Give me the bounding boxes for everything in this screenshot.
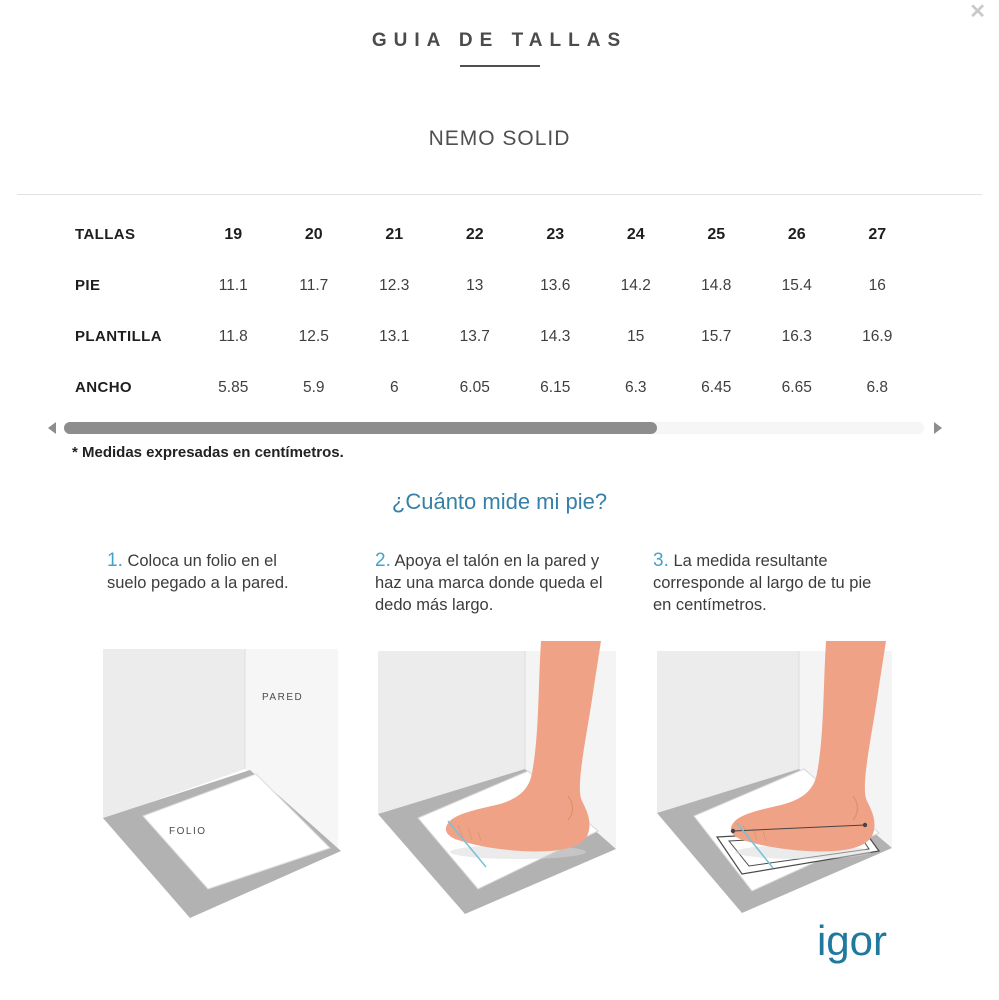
size-value: 13	[466, 276, 484, 294]
title-underline	[460, 65, 540, 67]
size-value: 5.85	[218, 378, 249, 396]
size-value: 15.7	[701, 327, 732, 345]
size-table-header-label: TALLAS	[75, 226, 136, 243]
size-value: 13.6	[540, 276, 571, 294]
size-column-header: 19	[224, 225, 243, 243]
size-table-row-pie	[75, 260, 999, 311]
step-2-number: 2.	[375, 550, 391, 571]
row-label: PIE	[75, 277, 101, 294]
units-note: * Medidas expresadas en centímetros.	[72, 444, 344, 461]
size-table-row-ancho	[75, 362, 999, 413]
size-value: 6.45	[701, 378, 732, 396]
measure-guide-heading: ¿Cuánto mide mi pie?	[391, 489, 608, 514]
size-value: 14.8	[701, 276, 732, 294]
size-value: 11.7	[299, 276, 329, 294]
size-value: 11.8	[218, 327, 248, 345]
size-table-row-plantilla	[75, 311, 999, 362]
illustrations-row	[93, 641, 999, 926]
size-column-header: 21	[385, 225, 404, 243]
size-column-header: 20	[304, 225, 323, 243]
step-2	[375, 548, 618, 617]
size-value: 6.65	[781, 378, 812, 396]
measurement-endpoint	[731, 828, 735, 832]
size-column-header: 24	[626, 225, 645, 243]
step-1-text: Coloca un folio en el suelo pegado a la pared.	[107, 552, 289, 593]
row-label: ANCHO	[75, 379, 132, 396]
wall-label: PARED	[262, 691, 304, 703]
size-value: 15.4	[781, 276, 812, 294]
scroll-left-arrow-icon[interactable]	[48, 422, 56, 434]
igor-brand-logo: igor	[816, 917, 887, 964]
illustration-foot-with-ruler	[647, 641, 923, 926]
step-3-text: La medida resultante corresponde al largo de tu pie en centímetros.	[653, 552, 872, 614]
scrollbar-track[interactable]	[64, 422, 924, 434]
size-value: 15	[627, 327, 645, 345]
size-value: 5.9	[302, 378, 325, 396]
size-value: 6.05	[459, 378, 490, 396]
row-label: PLANTILLA	[75, 328, 162, 345]
step-1-number: 1.	[107, 550, 123, 571]
measure-steps	[107, 548, 999, 617]
illustration-foot-on-paper	[368, 641, 634, 926]
size-value: 12.5	[298, 327, 329, 345]
measurement-endpoint	[863, 822, 867, 826]
size-value: 14.3	[540, 327, 571, 345]
size-value: 14.2	[620, 276, 651, 294]
size-value: 6.15	[540, 378, 571, 396]
size-column-header: 25	[707, 225, 726, 243]
scrollbar-thumb[interactable]	[64, 422, 657, 434]
size-table	[0, 195, 999, 413]
close-icon[interactable]: ✕	[969, 1, 986, 23]
size-value: 16.9	[862, 327, 893, 345]
step-3	[653, 548, 890, 617]
table-scrollbar[interactable]	[48, 421, 942, 435]
size-column-header: 22	[465, 225, 484, 243]
size-value: 6.3	[624, 378, 647, 396]
size-column-header: 27	[868, 225, 887, 243]
step-1	[107, 548, 312, 617]
size-column-header: 26	[787, 225, 806, 243]
size-value: 16	[868, 276, 886, 294]
size-table-header-row	[75, 209, 999, 260]
product-name: NEMO SOLID	[428, 127, 571, 150]
size-value: 16.3	[781, 327, 812, 345]
size-value: 12.3	[379, 276, 410, 294]
size-value: 13.7	[459, 327, 490, 345]
step-3-number: 3.	[653, 550, 669, 571]
size-value: 6.8	[866, 378, 889, 396]
illustration-folio-corner	[93, 641, 345, 926]
size-value: 13.1	[379, 327, 410, 345]
paper-label: FOLIO	[169, 825, 207, 837]
size-column-header: 23	[546, 225, 565, 243]
size-table-body	[75, 260, 999, 413]
size-value: 6	[389, 378, 399, 396]
modal-title: GUIA DE TALLAS	[371, 30, 628, 51]
size-value: 11.1	[218, 276, 248, 294]
scroll-right-arrow-icon[interactable]	[934, 422, 942, 434]
step-2-text: Apoya el talón en la pared y haz una marca donde queda el dedo más largo.	[375, 552, 603, 614]
